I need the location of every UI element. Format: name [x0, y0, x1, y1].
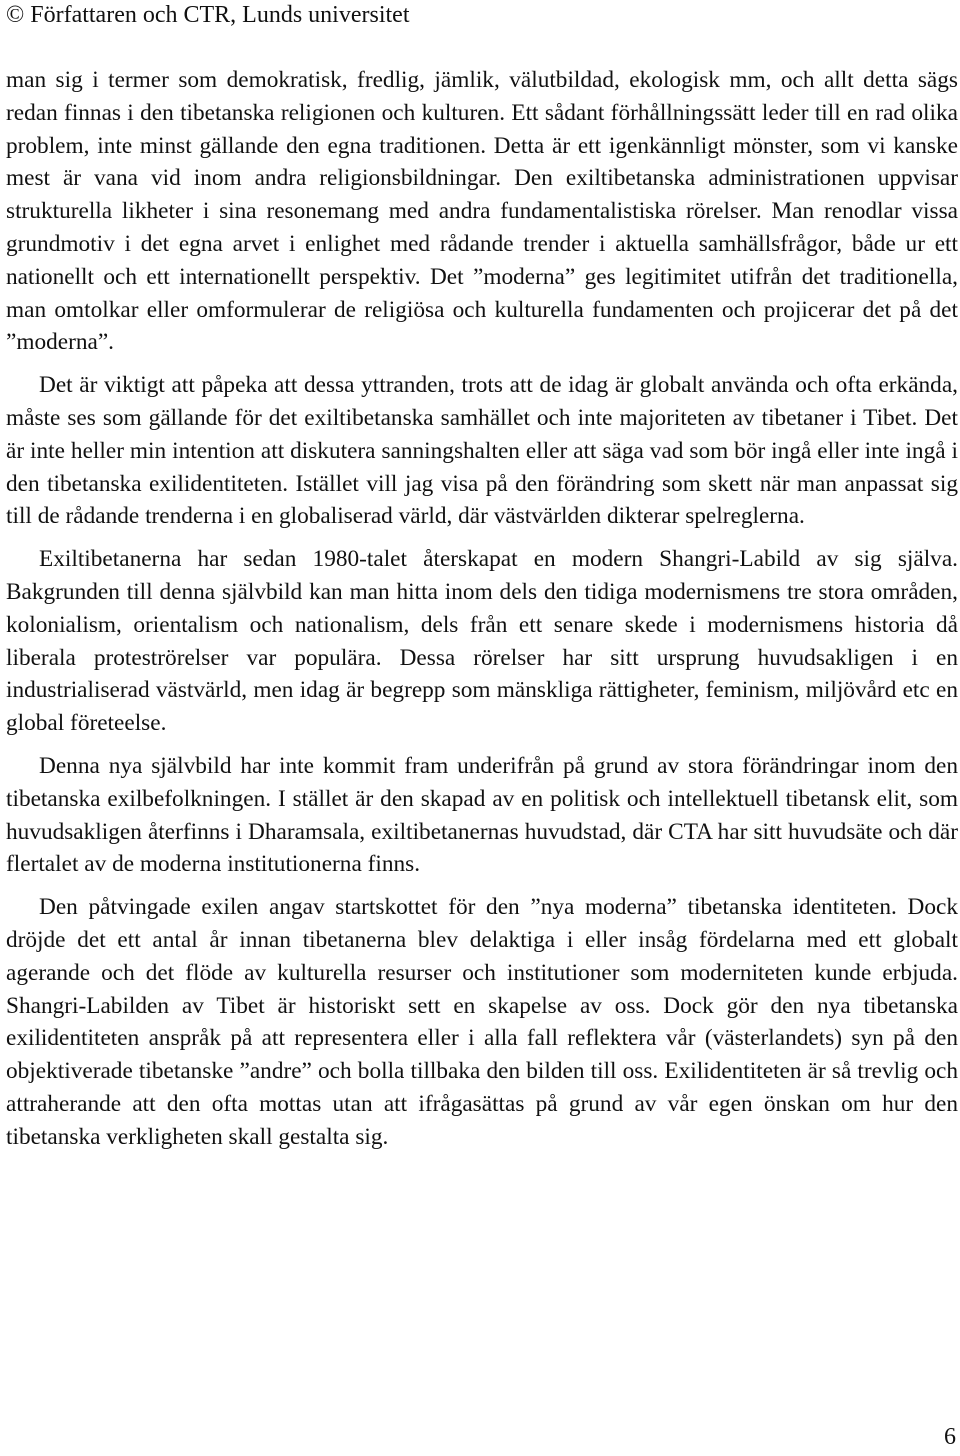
paragraph-1: man sig i termer som demokratisk, fredlig, jämlik, välutbildad, ekologisk mm, och allt detta sägs redan finnas i den tibetanska religionen och kulturen. Ett sådant förhållningssätt leder till en rad olika problem, inte minst gällande den egna traditionen. Detta är ett igenkännligt mönster, som vi kanske mest är vana vid inom andra religionsbildningar. Den exiltibetanska administrationen uppvisar strukturella likheter i sina resonemang med andra fundamentalistiska rörelser. Man renodlar vissa grundmotiv i det egna arvet i enlighet med rådande trender i aktuella samhällsfrågor, både ur ett nationellt och ett internationellt perspektiv. Det ”moderna” ges legitimitet utifrån det traditionella, man omtolkar eller omformulerar de religiösa och kulturella fundamenten och projicerar det på det ”moderna”.	[6, 67, 958, 356]
paragraph-5: Den påtvingade exilen angav startskottet för den ”nya moderna” tibetanska identiteten. Dock dröjde det ett antal år innan tibetanerna blev delaktiga i eller insåg fördelarna med ett globalt agerande och det flöde av kulturella resurser och institutioner som moderniteten kunde erbjuda. Shangri-Labilden av Tibet är historiskt sett en skapelse av oss. Dock gör den nya tibetanska exilidentiteten anspråk på att representera eller i alla fall reflektera vår (västerlandets) syn på den objektiverade tibetanske ”andre” och bolla tillbaka den bilden till oss. Exilidentiteten är så trevlig och attraherande att den ofta mottas utan att ifrågasättas på grund av vår egen önskan om hur den tibetanska verkligheten skall gestalta sig.	[6, 894, 958, 1150]
paragraph-3: Exiltibetanerna har sedan 1980-talet återskapat en modern Shangri-Labild av sig själva. Bakgrunden till denna självbild kan man hitta inom dels den tidiga modernismens tre stora områden, kolonialism, orientalism och nationalism, dels från ett senare skede i modernismens historia då liberala proteströrelser var populära. Dessa rörelser har sitt ursprung huvudsakligen i en industrialiserad västvärld, men idag är begrepp som mänskliga rättigheter, feminism, miljövård etc en global företeelse.	[6, 546, 958, 737]
body-text	[6, 64, 958, 1154]
page-number: 6	[944, 1424, 956, 1450]
paragraph-4: Denna nya självbild har inte kommit fram underifrån på grund av stora förändringar inom den tibetanska exilbefolkningen. I stället är den skapad av en politisk och intellektuell tibetansk elit, som huvudsakligen återfinns i Dharamsala, exiltibetanernas huvudstad, där CTA har sitt huvudsäte och där flertalet av de moderna institutionerna finns.	[6, 752, 958, 878]
copyright-header: © Författaren och CTR, Lunds universitet	[6, 2, 410, 28]
paragraph-2: Det är viktigt att påpeka att dessa yttranden, trots att de idag är globalt använda och ofta erkända, måste ses som gällande för det exiltibetanska samhället och inte majoriteten av tibetaner i Tibet. Det är inte heller min intention att diskutera sanningshalten eller att säga vad som bör ingå eller inte ingå i den tibetanska exilidentiteten. Istället vill jag visa på den förändring som skett när man anpassat sig till de rådande trenderna i en globaliserad värld, där västvärlden dikterar spelreglerna.	[6, 372, 958, 530]
